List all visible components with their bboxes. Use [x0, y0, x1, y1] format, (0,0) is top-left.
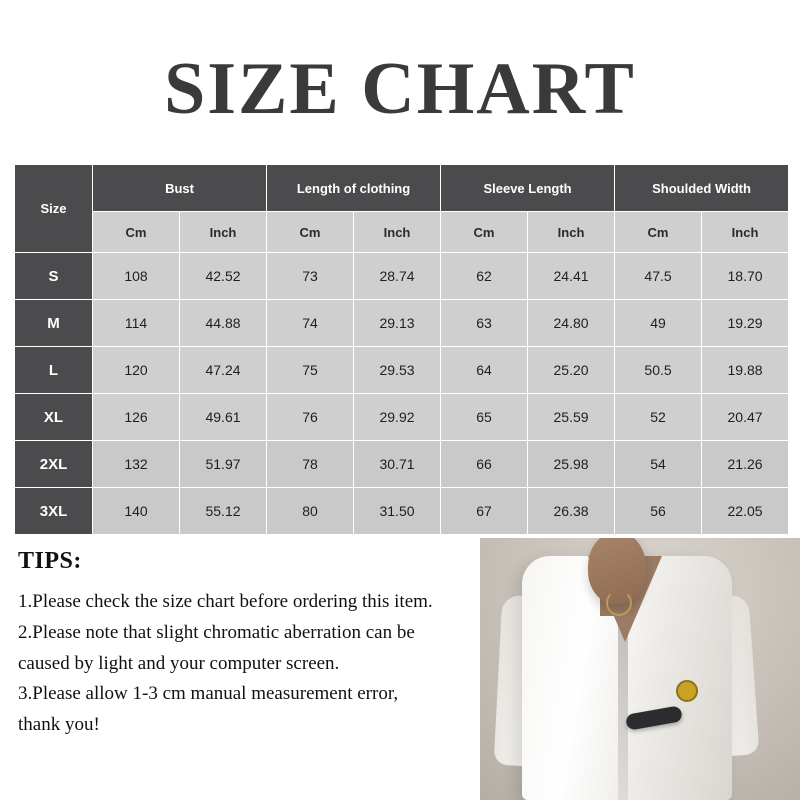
- cell-shoulder-inch: 21.26: [702, 441, 789, 488]
- tips-section: [18, 548, 538, 741]
- cell-shoulder-inch: 20.47: [702, 394, 789, 441]
- cell-shoulder-inch: 22.05: [702, 488, 789, 535]
- cell-bust-cm: 126: [93, 394, 180, 441]
- watch-icon: [676, 680, 698, 702]
- table-row: [15, 441, 789, 488]
- unit-header-sleeve-inch: Inch: [528, 212, 615, 253]
- cell-length-cm: 78: [267, 441, 354, 488]
- unit-header-bust-inch: Inch: [180, 212, 267, 253]
- row-size-label: 2XL: [15, 441, 93, 488]
- column-header-bust: Bust: [93, 165, 267, 212]
- cell-bust-inch: 49.61: [180, 394, 267, 441]
- cell-length-cm: 75: [267, 347, 354, 394]
- cell-length-inch: 29.53: [354, 347, 441, 394]
- cell-bust-cm: 108: [93, 253, 180, 300]
- cell-bust-inch: 55.12: [180, 488, 267, 535]
- cell-sleeve-inch: 25.20: [528, 347, 615, 394]
- cell-length-cm: 76: [267, 394, 354, 441]
- size-chart-table-wrap: [14, 164, 786, 535]
- cell-sleeve-inch: 26.38: [528, 488, 615, 535]
- cell-shoulder-cm: 56: [615, 488, 702, 535]
- cell-sleeve-cm: 67: [441, 488, 528, 535]
- cell-sleeve-cm: 65: [441, 394, 528, 441]
- cell-sleeve-cm: 62: [441, 253, 528, 300]
- size-chart-table: [14, 164, 789, 535]
- necklace-icon: [606, 590, 632, 616]
- unit-header-shoulder-cm: Cm: [615, 212, 702, 253]
- cell-length-cm: 74: [267, 300, 354, 347]
- cell-shoulder-cm: 54: [615, 441, 702, 488]
- cell-bust-inch: 42.52: [180, 253, 267, 300]
- cell-bust-inch: 47.24: [180, 347, 267, 394]
- row-size-label: 3XL: [15, 488, 93, 535]
- unit-header-sleeve-cm: Cm: [441, 212, 528, 253]
- cell-length-inch: 28.74: [354, 253, 441, 300]
- table-group-header-row: [15, 165, 789, 212]
- cell-length-inch: 29.13: [354, 300, 441, 347]
- row-size-label: L: [15, 347, 93, 394]
- cell-shoulder-cm: 52: [615, 394, 702, 441]
- cell-sleeve-cm: 64: [441, 347, 528, 394]
- cell-bust-inch: 51.97: [180, 441, 267, 488]
- cell-length-inch: 29.92: [354, 394, 441, 441]
- table-row: [15, 347, 789, 394]
- cell-length-cm: 80: [267, 488, 354, 535]
- tips-line-3: caused by light and your computer screen.: [18, 652, 340, 674]
- cell-bust-cm: 132: [93, 441, 180, 488]
- cell-shoulder-cm: 50.5: [615, 347, 702, 394]
- tips-line-4: 3.Please allow 1-3 cm manual measurement error,: [18, 683, 399, 705]
- tips-line-5: thank you!: [18, 714, 100, 736]
- cell-bust-cm: 140: [93, 488, 180, 535]
- row-size-label: M: [15, 300, 93, 347]
- cell-sleeve-cm: 66: [441, 441, 528, 488]
- column-header-length: Length of clothing: [267, 165, 441, 212]
- column-header-sleeve: Sleeve Length: [441, 165, 615, 212]
- cell-bust-cm: 114: [93, 300, 180, 347]
- unit-header-length-cm: Cm: [267, 212, 354, 253]
- table-row: [15, 394, 789, 441]
- cell-sleeve-inch: 25.59: [528, 394, 615, 441]
- cell-sleeve-inch: 24.80: [528, 300, 615, 347]
- cell-shoulder-cm: 49: [615, 300, 702, 347]
- column-header-size: Size: [15, 165, 93, 253]
- cell-length-inch: 30.71: [354, 441, 441, 488]
- page-title: SIZE CHART: [164, 48, 636, 130]
- cell-sleeve-cm: 63: [441, 300, 528, 347]
- cell-bust-inch: 44.88: [180, 300, 267, 347]
- cell-sleeve-inch: 25.98: [528, 441, 615, 488]
- unit-header-shoulder-inch: Inch: [702, 212, 789, 253]
- unit-header-length-inch: Inch: [354, 212, 441, 253]
- cell-length-inch: 31.50: [354, 488, 441, 535]
- table-row: [15, 253, 789, 300]
- table-unit-header-row: [15, 212, 789, 253]
- cell-bust-cm: 120: [93, 347, 180, 394]
- cell-shoulder-inch: 19.88: [702, 347, 789, 394]
- cell-shoulder-cm: 47.5: [615, 253, 702, 300]
- product-photo: [480, 538, 800, 800]
- cell-shoulder-inch: 19.29: [702, 300, 789, 347]
- unit-header-bust-cm: Cm: [93, 212, 180, 253]
- column-header-shoulder: Shoulded Width: [615, 165, 789, 212]
- table-row: [15, 488, 789, 535]
- tips-line-2: 2.Please note that slight chromatic aberration can be: [18, 621, 415, 643]
- cell-length-cm: 73: [267, 253, 354, 300]
- row-size-label: S: [15, 253, 93, 300]
- tips-line-1: 1.Please check the size chart before ordering this item.: [18, 591, 433, 612]
- row-size-label: XL: [15, 394, 93, 441]
- cell-shoulder-inch: 18.70: [702, 253, 789, 300]
- tips-title: TIPS:: [18, 548, 82, 574]
- cell-sleeve-inch: 24.41: [528, 253, 615, 300]
- table-row: [15, 300, 789, 347]
